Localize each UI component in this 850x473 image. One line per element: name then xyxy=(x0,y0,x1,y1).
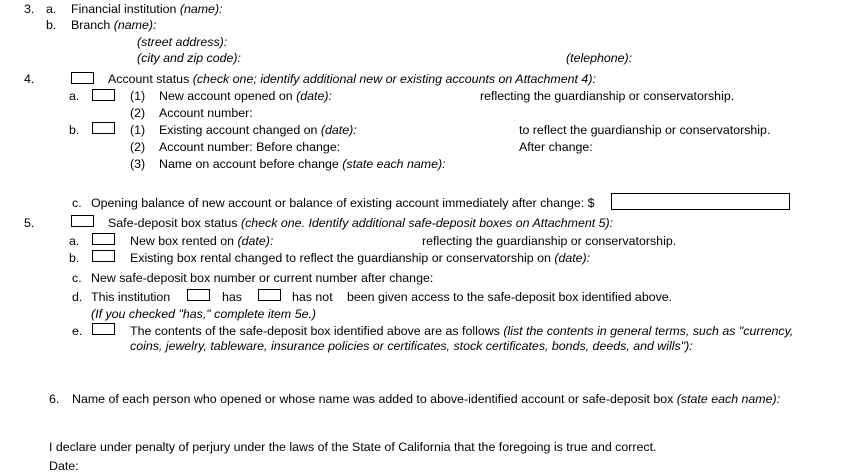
item-4b3-number: (3) xyxy=(130,157,146,171)
after-change-label: After change: xyxy=(519,140,593,154)
account-status-label: Account status (check one; identify additional new or existing accounts on Attachment 4): xyxy=(108,72,596,86)
has-label: has xyxy=(222,290,242,304)
item-5b-checkbox[interactable] xyxy=(92,250,115,262)
item-4b2-number: (2) xyxy=(130,140,146,154)
street-address-label: (street address): xyxy=(137,35,228,49)
has-checkbox[interactable] xyxy=(187,289,210,301)
date-label: Date: xyxy=(49,459,79,473)
item-4b1-number: (1) xyxy=(130,123,146,137)
has-not-checkbox[interactable] xyxy=(258,289,281,301)
city-zip-label: (city and zip code): xyxy=(137,51,241,65)
item-5-checkbox[interactable] xyxy=(71,215,94,227)
opening-balance-label: Opening balance of new account or balance of existing account immediately after change: $ xyxy=(91,196,595,210)
access-given-text: been given access to the safe-deposit box identified above. xyxy=(347,290,673,304)
name-before-change-label: Name on account before change (state each name): xyxy=(159,157,446,171)
new-box-number-label: New safe-deposit box number or current number after change: xyxy=(91,271,434,285)
new-box-rented-label: New box rented on (date): xyxy=(130,234,274,248)
item-5-number: 5. xyxy=(24,216,35,230)
item-5b-letter: b. xyxy=(69,251,80,265)
item-3-number: 3. xyxy=(24,2,35,16)
item-4a1-number: (1) xyxy=(130,89,146,103)
existing-account-changed-label: Existing account changed on (date): xyxy=(159,123,357,137)
declaration-text: I declare under penalty of perjury under the laws of the State of California that the foregoing is true and correct. xyxy=(49,440,657,454)
has-not-label: has not xyxy=(292,290,333,304)
new-account-number-label: Account number: xyxy=(159,106,253,120)
item-4-checkbox[interactable] xyxy=(71,72,94,84)
box-contents-hint: coins, jewelry, tableware, insurance policies or certificates, stock certificates, bonds, deeds, and wills"): xyxy=(130,339,693,353)
item-3b-label: Branch (name): xyxy=(71,18,157,32)
before-change-label: Account number: Before change: xyxy=(159,140,341,154)
item-5a-checkbox[interactable] xyxy=(92,233,115,245)
item-3a-letter: a. xyxy=(46,2,57,16)
item-5e-letter: e. xyxy=(72,324,83,338)
item-5d-letter: d. xyxy=(72,290,83,304)
this-institution-label: This institution xyxy=(91,290,171,304)
safe-deposit-status-label: Safe-deposit box status (check one. Identify additional safe-deposit boxes on Attachment 5): xyxy=(108,216,614,230)
item-5e-checkbox[interactable] xyxy=(92,323,115,335)
item-4-number: 4. xyxy=(24,72,35,86)
item-4a2-number: (2) xyxy=(130,106,146,120)
box-contents-label: The contents of the safe-deposit box identified above are as follows (list the contents in general terms, such as "currency, xyxy=(130,324,794,338)
item-5a-letter: a. xyxy=(69,234,80,248)
item-4c-letter: c. xyxy=(72,196,82,210)
item-4b-letter: b. xyxy=(69,123,80,137)
item-4a-checkbox[interactable] xyxy=(92,89,115,101)
item-3a-label: Financial institution (name): xyxy=(71,2,223,16)
item-3b-letter: b. xyxy=(46,18,57,32)
item-4a-letter: a. xyxy=(69,89,80,103)
item-4b-checkbox[interactable] xyxy=(92,122,115,134)
complete-5e-note: (If you checked "has," complete item 5e.) xyxy=(91,307,317,321)
existing-account-reflect-text: to reflect the guardianship or conservatorship. xyxy=(519,123,771,137)
item-6-number: 6. xyxy=(49,392,60,406)
existing-box-changed-label: Existing box rental changed to reflect the guardianship or conservatorship on (date): xyxy=(130,251,591,265)
item-5c-letter: c. xyxy=(72,271,82,285)
telephone-label: (telephone): xyxy=(566,51,633,65)
new-account-reflecting-text: reflecting the guardianship or conservatorship. xyxy=(480,89,735,103)
opening-balance-field[interactable] xyxy=(611,193,790,210)
persons-added-label: Name of each person who opened or whose name was added to above-identified account or safe-deposit box (state each name): xyxy=(72,392,781,406)
new-box-reflecting-text: reflecting the guardianship or conservatorship. xyxy=(422,234,677,248)
new-account-opened-label: New account opened on (date): xyxy=(159,89,332,103)
